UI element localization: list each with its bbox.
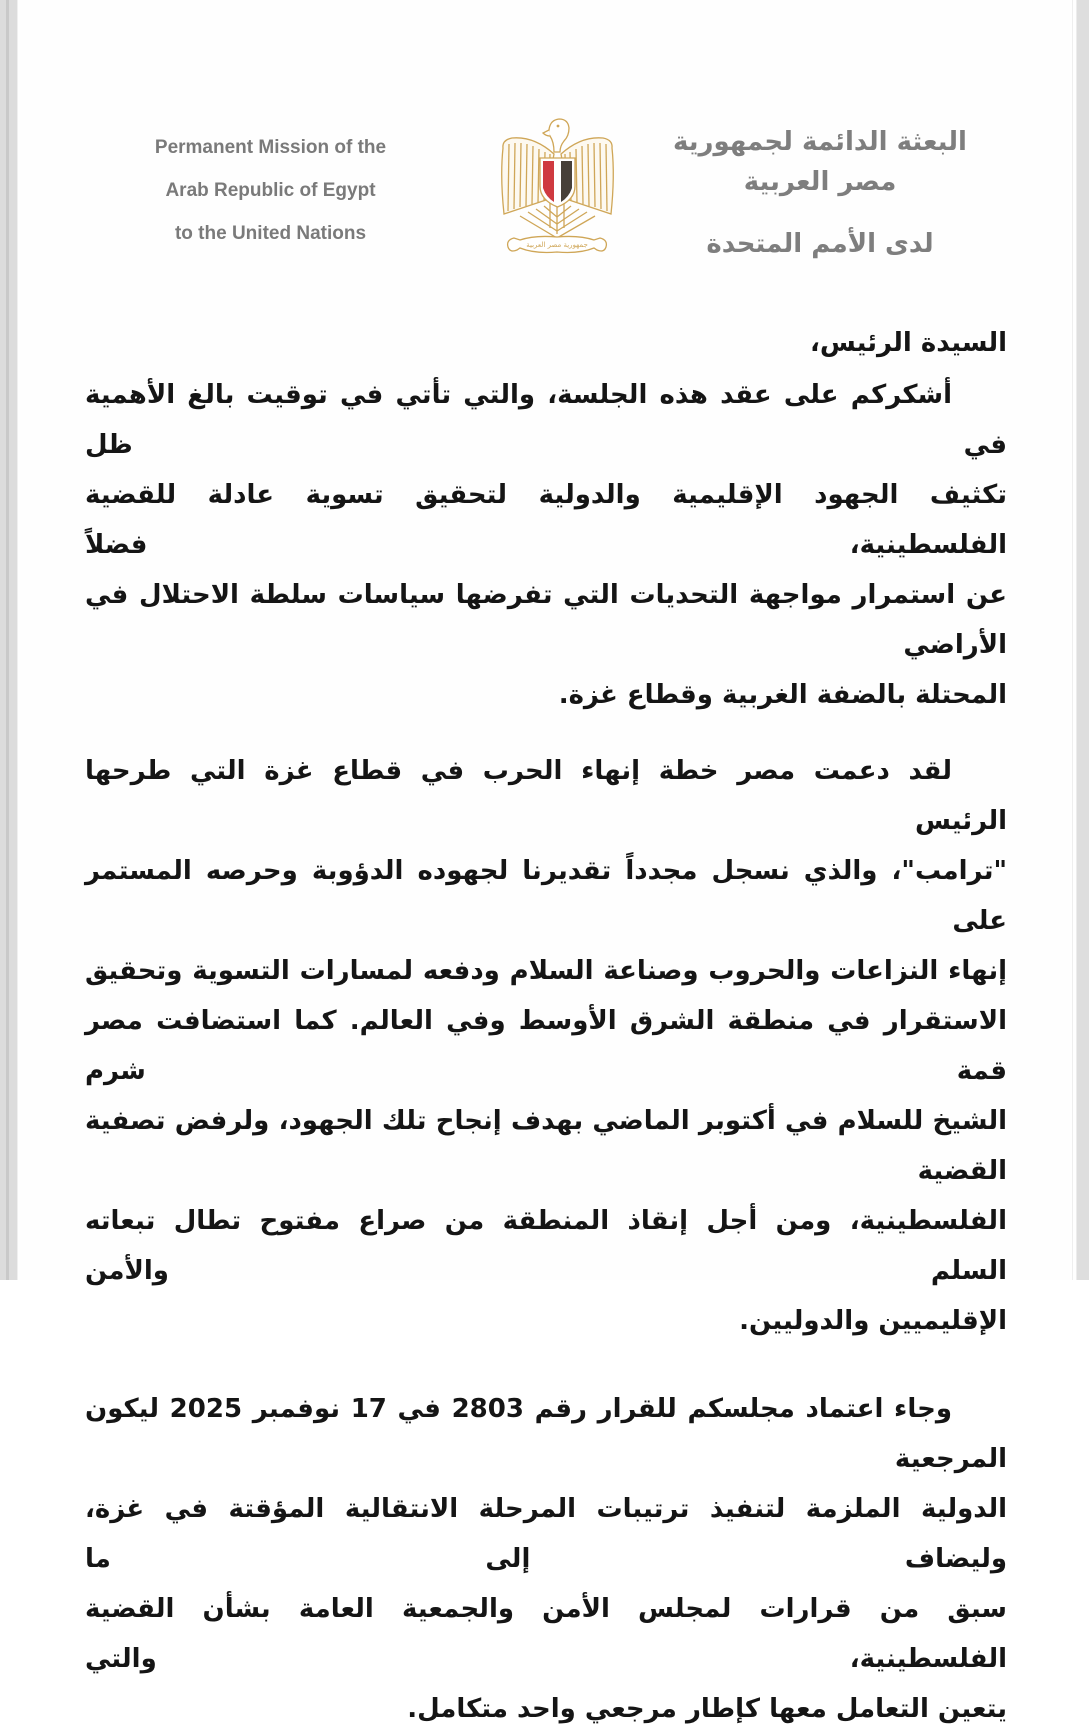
flag-stripe-white <box>554 161 561 205</box>
text-line: الاستقرار في منطقة الشرق الأوسط وفي العالم. كما استضافت مصر قمة شرم <box>85 1006 1007 1086</box>
scan-edge-right <box>1076 0 1089 1280</box>
text-line: لقد دعمت مصر خطة إنهاء الحرب في قطاع غزة التي طرحها الرئيس <box>85 756 1007 836</box>
egypt-coat-of-arms-icon <box>490 116 625 258</box>
text-line: سبق من قرارات لمجلس الأمن والجمعية العامة بشأن القضية الفلسطينية، والتي <box>85 1594 1007 1674</box>
text-line: إنهاء النزاعات والحروب وصناعة السلام ودفعه لمسارات التسوية وتحقيق <box>85 956 1007 986</box>
flag-shield <box>540 158 575 207</box>
text-line: المحتلة بالضفة الغربية وقطاع غزة. <box>558 680 1007 710</box>
text-line: الإقليميين والدوليين. <box>739 1306 1007 1336</box>
paragraph-1 <box>85 370 1007 720</box>
text-line: الدولية الملزمة لتنفيذ ترتيبات المرحلة الانتقالية المؤقتة في غزة، وليضاف إلى ما <box>85 1494 1007 1574</box>
mission-name-arabic <box>640 122 1000 264</box>
text-line: يتعين التعامل معها كإطار مرجعي واحد متكامل. <box>407 1694 1007 1724</box>
mission-name-english-line-2: Arab Republic of Egypt <box>165 180 376 201</box>
text-line: وجاء اعتماد مجلسكم للقرار رقم 2803 في 17 نوفمبر 2025 ليكون المرجعية <box>85 1394 1007 1474</box>
eagle-of-saladin-icon <box>490 116 625 258</box>
text-line: الشيخ للسلام في أكتوبر الماضي بهدف إنجاح تلك الجهود، ولرفض تصفية القضية <box>85 1106 1007 1186</box>
paragraph-2 <box>85 746 1007 1346</box>
salutation: السيدة الرئيس، <box>809 328 1007 358</box>
mission-name-english <box>118 126 423 255</box>
text-line: "ترامب"، والذي نسجل مجدداً تقديرنا لجهوده الدؤوبة وحرصه المستمر على <box>85 856 1007 936</box>
paragraph-3 <box>85 1384 1007 1734</box>
letter-body <box>85 318 1007 1734</box>
mission-name-english-line-1: Permanent Mission of the <box>154 137 387 158</box>
text-line: عن استمرار مواجهة التحديات التي تفرضها سياسات سلطة الاحتلال في الأراضي <box>85 580 1007 660</box>
mission-name-arabic-line-1: البعثة الدائمة لجمهورية مصر العربية <box>673 127 967 197</box>
text-line: تكثيف الجهود الإقليمية والدولية لتحقيق تسوية عادلة للقضية الفلسطينية، فضلاً <box>85 480 1007 560</box>
emblem-scroll-text: جمهورية مصر العربية <box>526 241 588 249</box>
mission-name-arabic-line-2: لدى الأمم المتحدة <box>706 229 934 259</box>
text-line: أشكركم على عقد هذه الجلسة، والتي تأتي في توقيت بالغ الأهمية في ظل <box>85 380 1007 460</box>
scan-edge-left <box>0 0 18 1280</box>
mission-name-english-line-3: to the United Nations <box>174 223 367 244</box>
text-line: الفلسطينية، ومن أجل إنقاذ المنطقة من صراع مفتوح تطال تبعاته السلم والأمن <box>85 1206 1007 1286</box>
